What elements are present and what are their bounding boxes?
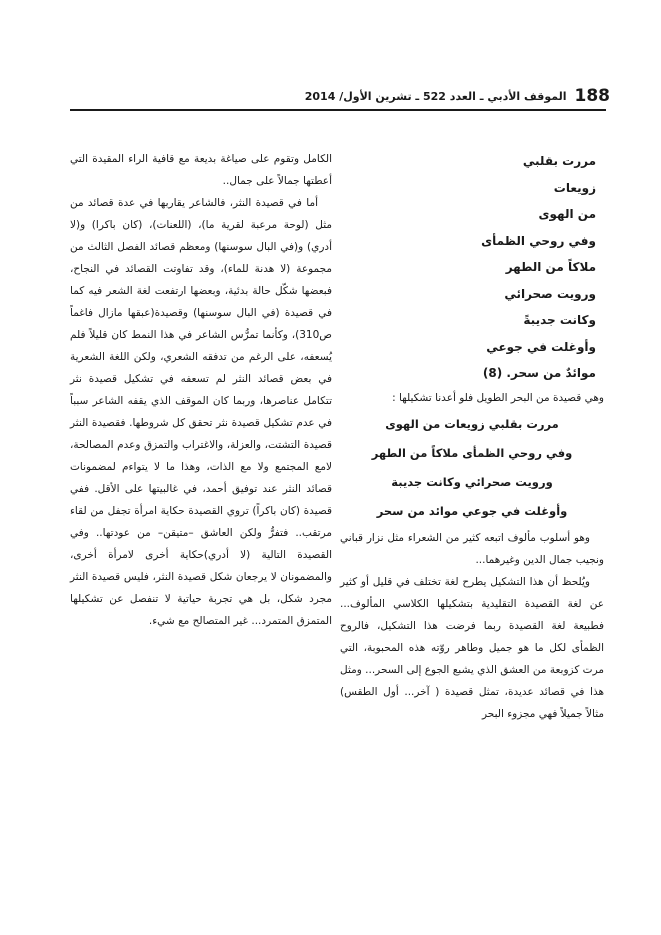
poem-line: وأوغلت في جوعي [486, 339, 596, 354]
body-paragraph: الكامل وتقوم على صياغة بديعة مع قافية الراء المقيدة التي أعطتها جمالاً على جمال.. [70, 153, 332, 187]
journal-title: الموقف الأدبي ـ العدد 522 ـ تشرين الأول/ 2014 [304, 89, 567, 103]
verse-line: مررت بقلبي زويعات من الهوى [385, 416, 559, 431]
poem-line: من الهوى [538, 207, 596, 221]
body-paragraph: ويُلحظ أن هذا التشكيل يطرح لغة تختلف في قليل أو كثير عن لغة القصيدة التقليدية بتشكيلها الكلاسي المألوف... فطبيعة لغة القصيدة ربما فرضت هذا التشكيل، فالروح الظمأى لكل ما هو جميل وطاهر روّته هذه المحبوبة، التي مرت كزوبعة من العشق الذي يشبع الجوع إلى السحر... ومثل هذا في قصائد عديدة، تمثل قصيدة ( آخر... أول الطقس) مثالاً جميلاً فهي مجزوء البحر [340, 575, 604, 720]
left-column [70, 148, 332, 632]
poem-line: وفي روحي الظمأى [481, 233, 596, 248]
verse-line: وفي روحي الظمأى ملاكاً من الطهر [371, 445, 573, 460]
right-column [340, 148, 604, 725]
intro-paragraph: وهي قصيدة من البحر الطويل فلو أعدنا تشكيلها : [392, 391, 604, 404]
page-header [304, 84, 610, 108]
body-paragraph: وهو أسلوب مألوف اتبعه كثير من الشعراء مثل نزار قباني ونجيب جمال الدين وغيرهما... [340, 531, 604, 566]
verse-line: ورويت صحرائي وكانت جديبة [391, 474, 553, 489]
poem-line: موائدٌ من سحر. (8) [482, 366, 596, 380]
verse-line: وأوغلت في جوعي موائد من سحر [376, 503, 568, 518]
poem-line: وكانت جديبةً [523, 313, 596, 327]
poem-line: ورويت صحرائي [504, 286, 596, 301]
poem-line: ملاكاً من الطهر [505, 260, 596, 274]
poem-line: زويعات [553, 180, 596, 195]
header-rule [70, 109, 606, 111]
body-paragraph: أما في قصيدة النثر، فالشاعر يقاربها في عدة قصائد من مثل (لوحة مرعبة لقرية ما)، (اللعنات)، (كان باكرا) و(لا أدري) و(في البال سوسنها) ومعظم قصائد الفصل الثالث من مجموعة (لا هدنة للماء)، وقد تفاوتت القصائد في النجاح، فبعضها شكّل حالة بدئية، وبعضها ارتفعت لغة الشعر فيه كما في قصيدة (في البال سوسنها) وقصيدة(عبقها مازال فاغماً ص310)، وكأنما تمرُّس الشاعر في هذا النمط كان قليلاً فلم يُسعفه، على الرغم من تدفقه الشعري، ولكن اللغة الشعرية في بعض قصائد النثر لم تسعفه في تشكيل قصيدة نثر تتكامل عناصرها، وربما كان الموقف الذي يقفه الشاعر سبباً في عدم تشكيل قصيدة نثر تحقق كل شروطها. فقصيدة النثر قصيدة التشتت، والعزلة، والاغتراب والتمزق وعدم المصالحة، لامع المجتمع ولا مع الذات، وهذا ما لا يتواءم لمضمونات قصائد النثر عند توفيق أحمد، في غالبيتها على الأقل. ففي قصيدة (كان باكراً) تروي القصيدة حكاية امرأة تجفل من لقاء مرتقب.. فتفرُّ ولكن العاشق –متيقن– من عودتها.. وفي القصيدة التالية (لا أدري)حكاية أخرى لامرأة أخرى، والمضمونان لا يرجعان شكل قصيدة النثر، فليس قصيدة النثر مجرد شكل، بل هي تجربة حياتية لا تنفصل عن تشكيلها المتمزق المتمرد... غير المتصالح مع شيء. [70, 197, 332, 627]
page-number: 188 [574, 86, 610, 106]
poem-line: مررت بقلبي [522, 154, 596, 168]
